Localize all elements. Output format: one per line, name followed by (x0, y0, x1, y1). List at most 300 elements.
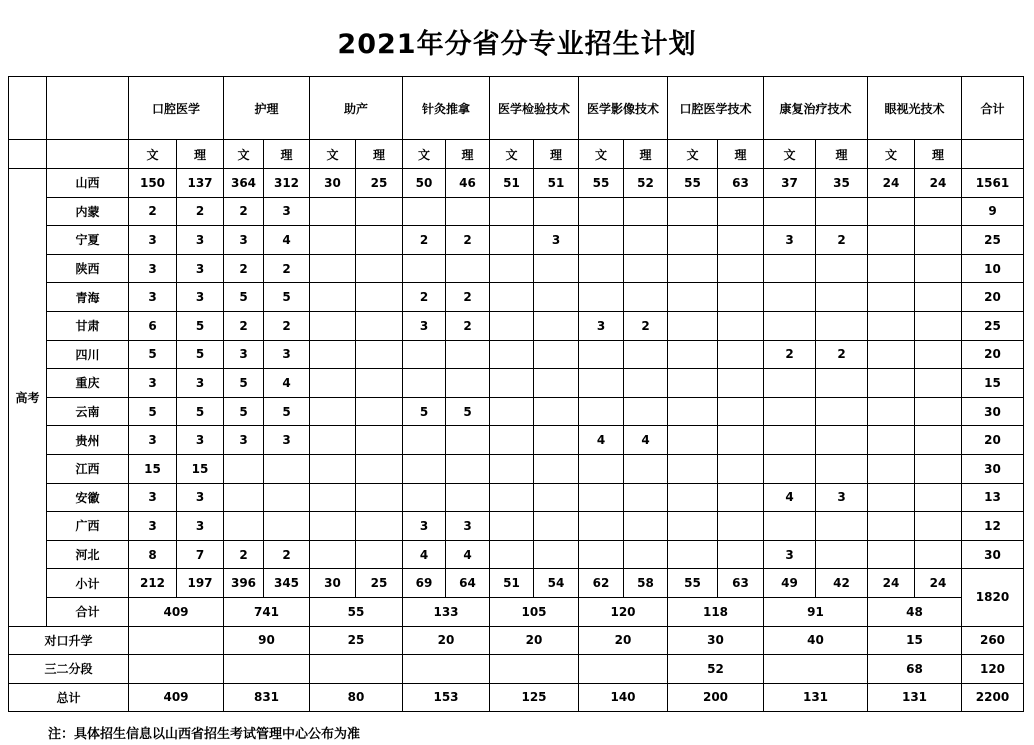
corner-cell (9, 140, 47, 169)
value-cell (224, 483, 264, 512)
sanerfen-row-cell (579, 655, 668, 684)
value-cell: 5 (177, 311, 224, 340)
value-cell: 24 (915, 169, 962, 198)
value-cell: 2 (403, 226, 446, 255)
province-name: 重庆 (47, 369, 129, 398)
major-header: 眼视光技术 (868, 77, 962, 140)
subtotal-cell: 212 (129, 569, 177, 598)
value-cell (816, 397, 868, 426)
value-cell (403, 369, 446, 398)
value-cell (816, 540, 868, 569)
value-cell (356, 397, 403, 426)
value-cell: 312 (264, 169, 310, 198)
value-cell (310, 369, 356, 398)
value-cell: 25 (356, 169, 403, 198)
value-cell: 8 (129, 540, 177, 569)
value-cell (718, 512, 764, 541)
value-cell: 4 (624, 426, 668, 455)
value-cell (668, 540, 718, 569)
row-total: 12 (962, 512, 1024, 541)
value-cell: 24 (868, 169, 915, 198)
major-header: 医学影像技术 (579, 77, 668, 140)
value-cell: 3 (403, 512, 446, 541)
value-cell (624, 512, 668, 541)
value-cell (579, 283, 624, 312)
value-cell: 2 (224, 197, 264, 226)
subtotal-cell: 197 (177, 569, 224, 598)
gaokao-total-cell: 409 (129, 597, 224, 626)
value-cell (356, 340, 403, 369)
value-cell (534, 397, 579, 426)
value-cell (310, 197, 356, 226)
value-cell: 2 (446, 226, 490, 255)
value-cell (310, 397, 356, 426)
wen-header: 文 (403, 140, 446, 169)
li-header: 理 (718, 140, 764, 169)
grand-total-row-cell: 131 (868, 683, 962, 712)
value-cell (915, 197, 962, 226)
page-title: 2021年分省分专业招生计划 (337, 29, 697, 60)
major-header: 康复治疗技术 (764, 77, 868, 140)
gaokao-total-cell: 105 (490, 597, 579, 626)
value-cell (624, 340, 668, 369)
value-cell: 2 (224, 254, 264, 283)
value-cell (668, 311, 718, 340)
duikou-row-cell: 20 (490, 626, 579, 655)
value-cell: 5 (403, 397, 446, 426)
wen-header: 文 (579, 140, 624, 169)
table-row (9, 311, 1024, 340)
value-cell: 3 (177, 512, 224, 541)
wen-header: 文 (490, 140, 534, 169)
value-cell (668, 197, 718, 226)
value-cell (310, 540, 356, 569)
value-cell: 5 (446, 397, 490, 426)
value-cell: 364 (224, 169, 264, 198)
value-cell: 15 (129, 454, 177, 483)
value-cell (403, 483, 446, 512)
value-cell (915, 254, 962, 283)
value-cell (579, 254, 624, 283)
value-cell (868, 340, 915, 369)
value-cell: 3 (129, 426, 177, 455)
row-total: 30 (962, 397, 1024, 426)
subtotal-cell: 345 (264, 569, 310, 598)
wen-header: 文 (310, 140, 356, 169)
value-cell (868, 226, 915, 255)
value-cell (668, 254, 718, 283)
value-cell: 3 (446, 512, 490, 541)
subtotal-cell: 42 (816, 569, 868, 598)
value-cell (534, 340, 579, 369)
province-name: 贵州 (47, 426, 129, 455)
row-total: 20 (962, 426, 1024, 455)
value-cell (915, 540, 962, 569)
sanerfen-row (9, 655, 1024, 684)
value-cell: 2 (816, 340, 868, 369)
duikou-row (9, 626, 1024, 655)
value-cell (310, 454, 356, 483)
subtotal-cell: 54 (534, 569, 579, 598)
gaokao-label: 高考 (9, 169, 47, 627)
value-cell (579, 540, 624, 569)
value-cell (764, 426, 816, 455)
sanerfen-row-cell (129, 655, 224, 684)
value-cell (816, 311, 868, 340)
major-header: 护理 (224, 77, 310, 140)
value-cell (718, 483, 764, 512)
value-cell (490, 426, 534, 455)
value-cell: 3 (177, 369, 224, 398)
li-header: 理 (356, 140, 403, 169)
value-cell (816, 254, 868, 283)
sanerfen-row-cell (403, 655, 490, 684)
value-cell: 5 (264, 397, 310, 426)
footnote: 注：具体招生信息以山西省招生考试管理中心公布为准 (48, 727, 361, 742)
row-total: 25 (962, 226, 1024, 255)
value-cell: 3 (264, 426, 310, 455)
value-cell (718, 226, 764, 255)
gaokao-total-cell: 118 (668, 597, 764, 626)
value-cell: 2 (264, 254, 310, 283)
value-cell: 3 (224, 426, 264, 455)
grand-total-row-cell: 140 (579, 683, 668, 712)
grand-total-row-cell: 80 (310, 683, 403, 712)
value-cell: 55 (579, 169, 624, 198)
value-cell (764, 283, 816, 312)
value-cell (490, 340, 534, 369)
value-cell (764, 369, 816, 398)
value-cell (915, 226, 962, 255)
subheader-row (9, 140, 1024, 169)
value-cell: 3 (129, 483, 177, 512)
value-cell (764, 197, 816, 226)
value-cell: 4 (403, 540, 446, 569)
duikou-row-cell: 30 (668, 626, 764, 655)
row-total: 20 (962, 283, 1024, 312)
value-cell (446, 426, 490, 455)
province-name: 安徽 (47, 483, 129, 512)
value-cell (356, 283, 403, 312)
value-cell (868, 454, 915, 483)
value-cell (816, 426, 868, 455)
value-cell (490, 369, 534, 398)
table-row (9, 454, 1024, 483)
value-cell: 55 (668, 169, 718, 198)
value-cell: 5 (129, 340, 177, 369)
corner-cell (47, 77, 129, 140)
row-total: 13 (962, 483, 1024, 512)
major-header: 口腔医学技术 (668, 77, 764, 140)
value-cell: 51 (490, 169, 534, 198)
value-cell: 2 (764, 340, 816, 369)
value-cell (764, 512, 816, 541)
value-cell (310, 426, 356, 455)
subtotal-cell: 30 (310, 569, 356, 598)
value-cell (534, 254, 579, 283)
value-cell (668, 283, 718, 312)
value-cell: 5 (177, 340, 224, 369)
province-name: 云南 (47, 397, 129, 426)
value-cell (356, 226, 403, 255)
value-cell (490, 226, 534, 255)
value-cell: 3 (177, 426, 224, 455)
value-cell (534, 483, 579, 512)
table-row (9, 283, 1024, 312)
value-cell: 5 (129, 397, 177, 426)
wen-header: 文 (764, 140, 816, 169)
value-cell (868, 369, 915, 398)
value-cell: 3 (764, 540, 816, 569)
subtotal-cell: 63 (718, 569, 764, 598)
province-name: 江西 (47, 454, 129, 483)
value-cell: 3 (579, 311, 624, 340)
value-cell: 50 (403, 169, 446, 198)
gaokao-total-row (9, 597, 1024, 626)
value-cell (579, 397, 624, 426)
value-cell (356, 426, 403, 455)
subtotal-cell: 58 (624, 569, 668, 598)
value-cell: 5 (224, 397, 264, 426)
value-cell: 3 (816, 483, 868, 512)
grand-total-row (9, 683, 1024, 712)
value-cell (868, 512, 915, 541)
table-row (9, 512, 1024, 541)
row-total: 30 (962, 540, 1024, 569)
value-cell (356, 254, 403, 283)
value-cell (764, 311, 816, 340)
value-cell (718, 397, 764, 426)
value-cell (356, 512, 403, 541)
value-cell (764, 454, 816, 483)
subtotal-cell: 62 (579, 569, 624, 598)
value-cell (868, 426, 915, 455)
value-cell: 3 (224, 226, 264, 255)
gaokao-total-cell: 133 (403, 597, 490, 626)
value-cell (403, 197, 446, 226)
value-cell: 4 (579, 426, 624, 455)
subtotal-cell: 64 (446, 569, 490, 598)
value-cell: 3 (177, 483, 224, 512)
value-cell (534, 454, 579, 483)
li-header: 理 (915, 140, 962, 169)
value-cell: 3 (129, 254, 177, 283)
value-cell (868, 254, 915, 283)
value-cell (668, 512, 718, 541)
value-cell (816, 454, 868, 483)
table-row (9, 169, 1024, 198)
value-cell (868, 197, 915, 226)
province-name: 内蒙 (47, 197, 129, 226)
value-cell (534, 197, 579, 226)
value-cell: 137 (177, 169, 224, 198)
value-cell (915, 283, 962, 312)
value-cell (718, 283, 764, 312)
value-cell (868, 283, 915, 312)
value-cell: 3 (177, 226, 224, 255)
value-cell (915, 454, 962, 483)
value-cell (915, 369, 962, 398)
value-cell (668, 340, 718, 369)
value-cell: 4 (264, 226, 310, 255)
li-header: 理 (446, 140, 490, 169)
value-cell (490, 283, 534, 312)
value-cell (490, 254, 534, 283)
grand-total-row-label: 总计 (9, 683, 129, 712)
value-cell (718, 426, 764, 455)
value-cell (668, 369, 718, 398)
total-header: 合计 (962, 77, 1024, 140)
duikou-row-cell: 40 (764, 626, 868, 655)
table-row (9, 426, 1024, 455)
value-cell (915, 512, 962, 541)
header-row (9, 77, 1024, 140)
value-cell (816, 197, 868, 226)
value-cell: 3 (534, 226, 579, 255)
value-cell: 4 (264, 369, 310, 398)
value-cell: 6 (129, 311, 177, 340)
row-total: 25 (962, 311, 1024, 340)
value-cell (356, 311, 403, 340)
province-name: 陕西 (47, 254, 129, 283)
row-total: 30 (962, 454, 1024, 483)
value-cell (624, 540, 668, 569)
value-cell (668, 226, 718, 255)
value-cell (446, 369, 490, 398)
value-cell: 3 (129, 283, 177, 312)
value-cell (579, 369, 624, 398)
value-cell (534, 369, 579, 398)
value-cell: 3 (264, 340, 310, 369)
duikou-row-total: 260 (962, 626, 1024, 655)
value-cell (624, 226, 668, 255)
grand-total-row-cell: 409 (129, 683, 224, 712)
value-cell (310, 226, 356, 255)
value-cell: 3 (403, 311, 446, 340)
value-cell (403, 426, 446, 455)
value-cell (579, 512, 624, 541)
li-header: 理 (177, 140, 224, 169)
table-row (9, 254, 1024, 283)
subtotal-cell: 55 (668, 569, 718, 598)
value-cell (816, 283, 868, 312)
value-cell: 52 (624, 169, 668, 198)
subtotal-cell: 24 (868, 569, 915, 598)
value-cell (868, 397, 915, 426)
row-total: 1561 (962, 169, 1024, 198)
value-cell (718, 369, 764, 398)
value-cell (356, 454, 403, 483)
value-cell (668, 426, 718, 455)
province-name: 四川 (47, 340, 129, 369)
province-name: 甘肃 (47, 311, 129, 340)
value-cell (668, 454, 718, 483)
value-cell: 7 (177, 540, 224, 569)
value-cell (915, 311, 962, 340)
value-cell (579, 454, 624, 483)
major-header: 医学检验技术 (490, 77, 579, 140)
value-cell (264, 512, 310, 541)
value-cell (915, 426, 962, 455)
value-cell: 5 (177, 397, 224, 426)
value-cell (490, 540, 534, 569)
row-total: 9 (962, 197, 1024, 226)
value-cell (310, 340, 356, 369)
value-cell: 2 (264, 311, 310, 340)
value-cell (310, 254, 356, 283)
duikou-row-cell (129, 626, 224, 655)
row-total: 15 (962, 369, 1024, 398)
value-cell (490, 397, 534, 426)
subtotal-cell: 396 (224, 569, 264, 598)
table-row (9, 540, 1024, 569)
value-cell (624, 483, 668, 512)
value-cell (534, 311, 579, 340)
value-cell (356, 540, 403, 569)
duikou-row-cell: 20 (403, 626, 490, 655)
value-cell: 15 (177, 454, 224, 483)
value-cell: 63 (718, 169, 764, 198)
value-cell (579, 226, 624, 255)
sanerfen-row-cell (764, 655, 868, 684)
value-cell (310, 311, 356, 340)
value-cell (718, 311, 764, 340)
value-cell (490, 311, 534, 340)
value-cell (310, 483, 356, 512)
sanerfen-row-total: 120 (962, 655, 1024, 684)
grand-total-row-cell: 831 (224, 683, 310, 712)
value-cell (624, 197, 668, 226)
gaokao-total-cell: 55 (310, 597, 403, 626)
value-cell: 2 (224, 311, 264, 340)
subtotal-cell: 49 (764, 569, 816, 598)
value-cell (534, 426, 579, 455)
value-cell (718, 454, 764, 483)
major-header: 助产 (310, 77, 403, 140)
value-cell: 3 (129, 512, 177, 541)
gaokao-total-cell: 48 (868, 597, 962, 626)
value-cell (356, 369, 403, 398)
value-cell: 2 (264, 540, 310, 569)
value-cell: 5 (264, 283, 310, 312)
wen-header: 文 (868, 140, 915, 169)
gaokao-total-label: 合计 (47, 597, 129, 626)
duikou-row-cell: 15 (868, 626, 962, 655)
value-cell: 3 (129, 226, 177, 255)
subtotal-row (9, 569, 1024, 598)
value-cell (490, 512, 534, 541)
value-cell (915, 340, 962, 369)
sanerfen-row-cell (224, 655, 310, 684)
value-cell: 3 (764, 226, 816, 255)
sanerfen-row-cell (490, 655, 579, 684)
value-cell (718, 197, 764, 226)
grand-total-row-cell: 131 (764, 683, 868, 712)
table-row (9, 340, 1024, 369)
value-cell (915, 397, 962, 426)
value-cell (356, 197, 403, 226)
value-cell (718, 340, 764, 369)
value-cell: 3 (129, 369, 177, 398)
value-cell (624, 369, 668, 398)
value-cell (446, 340, 490, 369)
value-cell (579, 483, 624, 512)
value-cell (764, 397, 816, 426)
subtotal-cell: 25 (356, 569, 403, 598)
value-cell (624, 283, 668, 312)
value-cell: 2 (403, 283, 446, 312)
value-cell (403, 454, 446, 483)
